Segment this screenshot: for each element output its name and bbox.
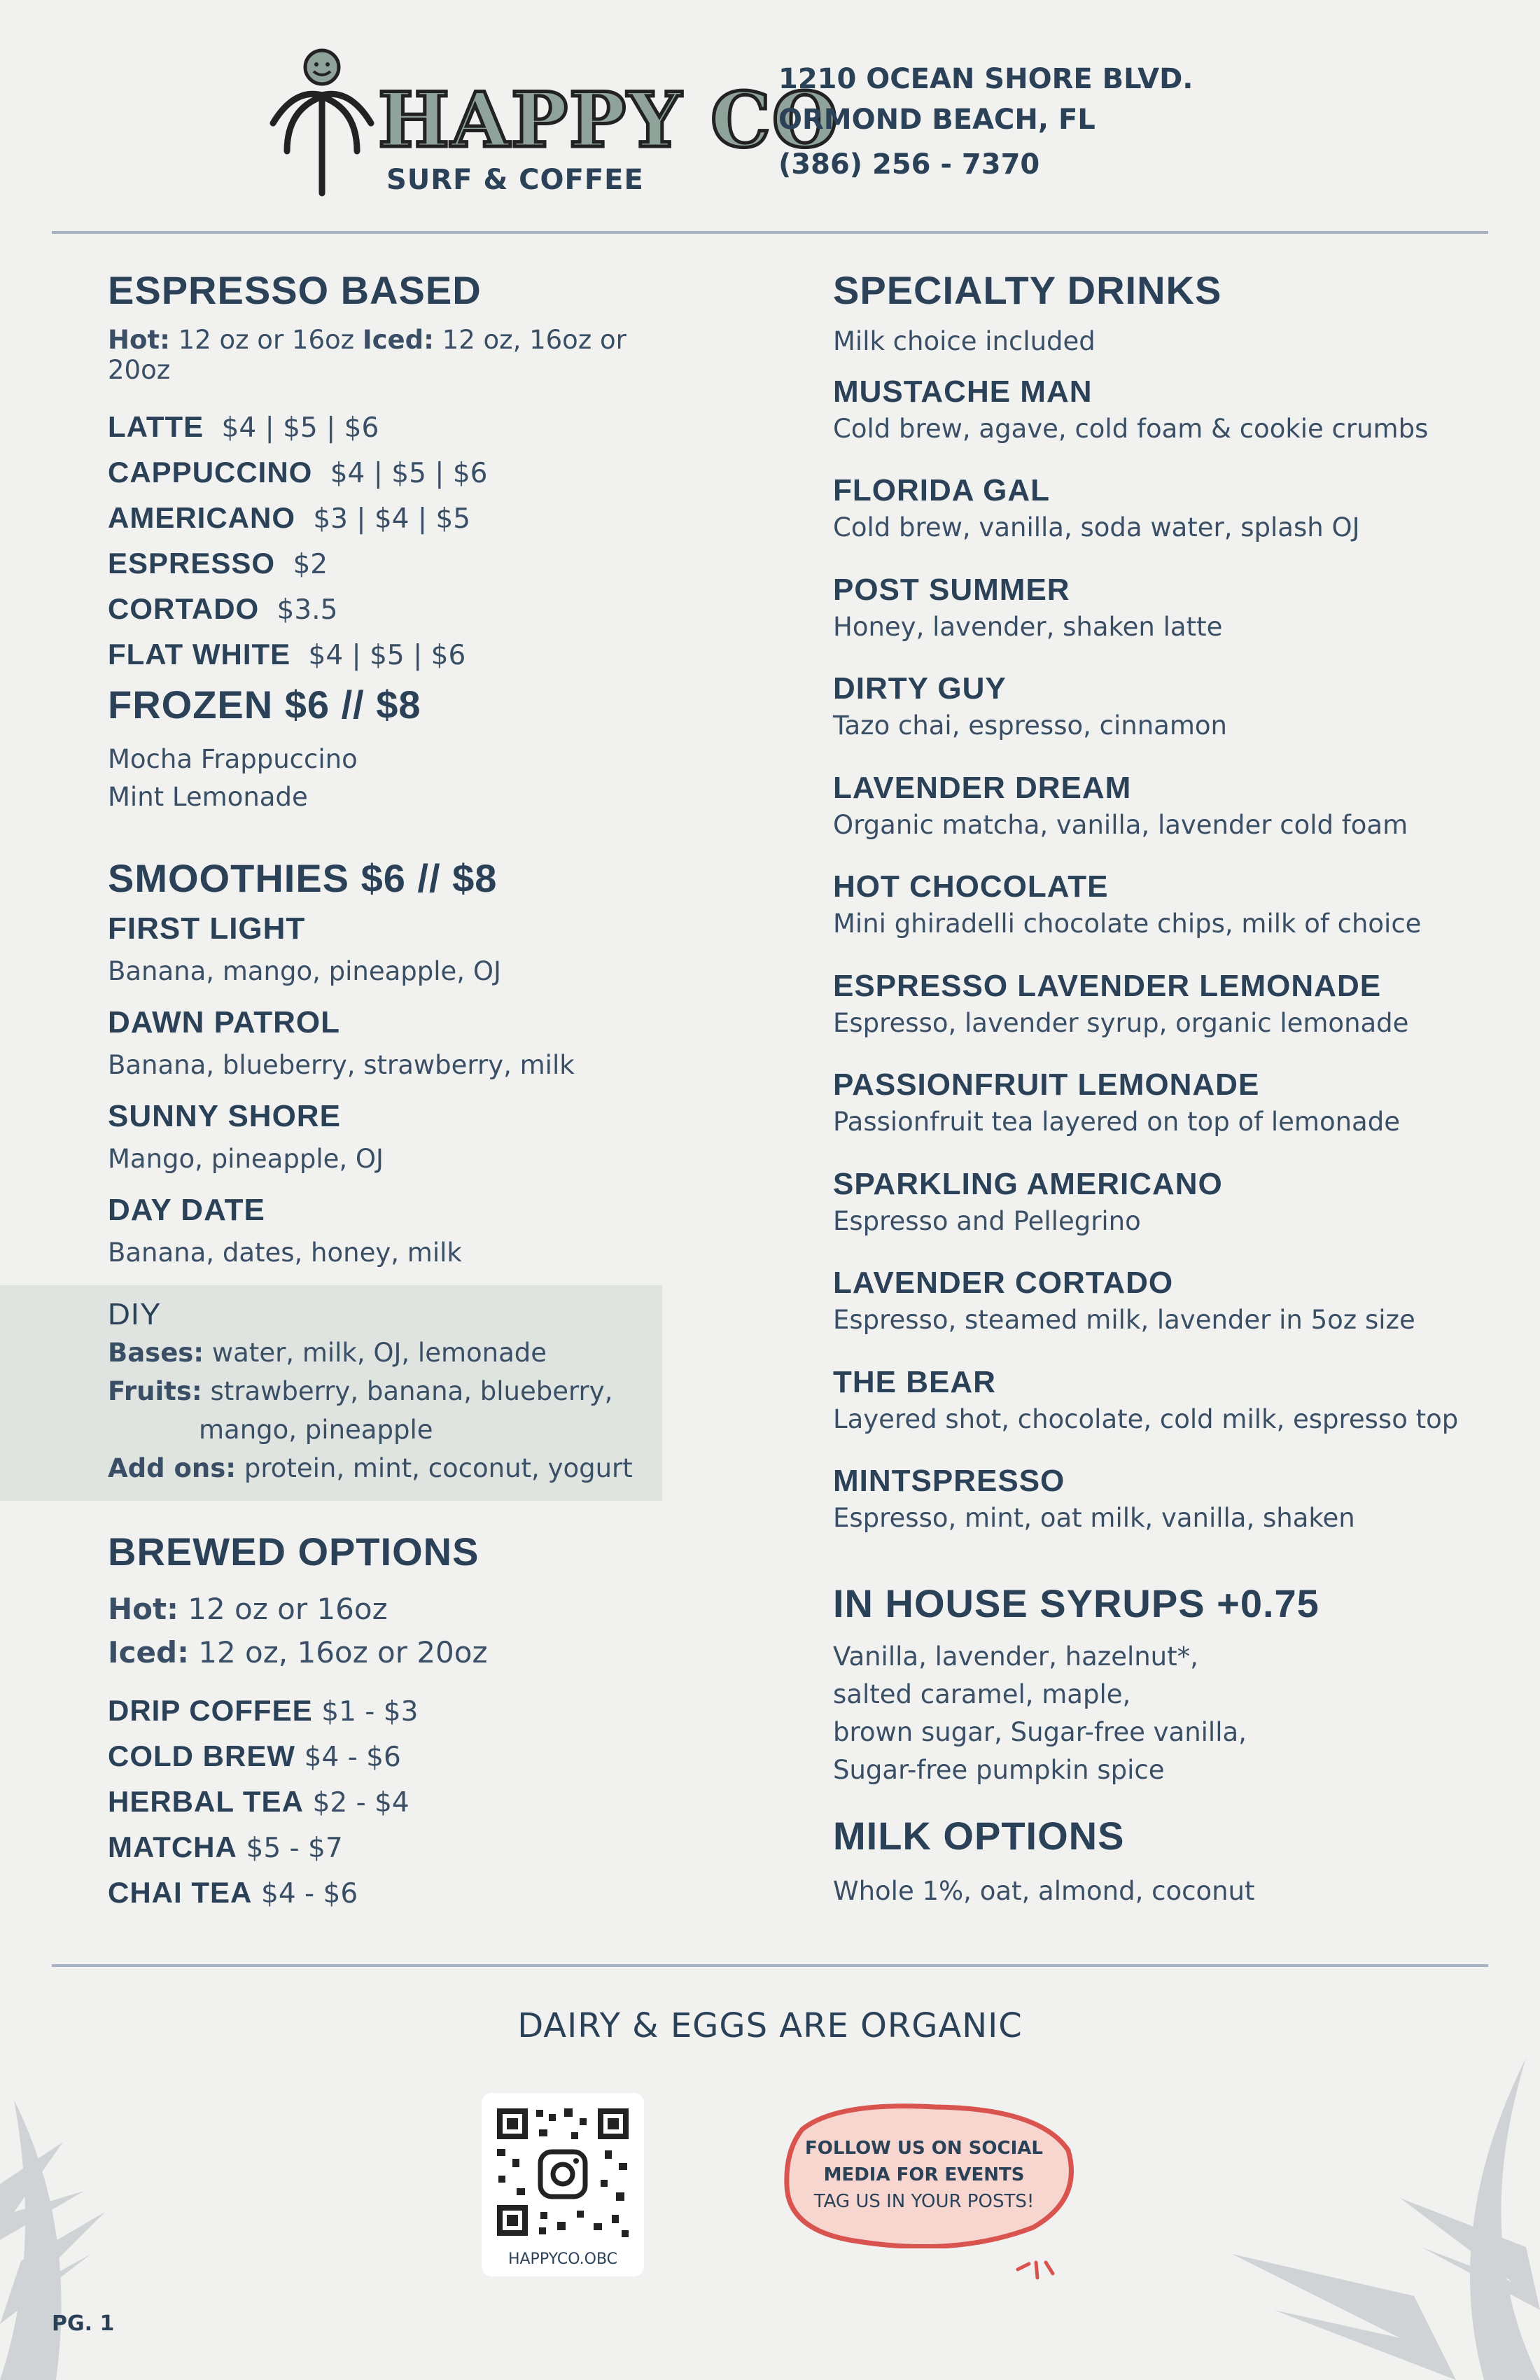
size-lines: Hot: 12 oz or 16oz Iced: 12 oz, 16oz or 20oz <box>108 1591 488 1670</box>
specialty-item: THE BEAR Layered shot, chocolate, cold milk, espresso top <box>833 1364 1459 1434</box>
menu-item: FLAT WHITE $4 | $5 | $6 <box>108 637 466 671</box>
qr-code[interactable] <box>482 2093 644 2276</box>
section-title: IN HOUSE SYRUPS +0.75 <box>833 1581 1320 1625</box>
menu-item: CAPPUCCINO $4 | $5 | $6 <box>108 455 488 489</box>
qr-code-icon <box>482 2093 644 2254</box>
address-block <box>778 59 1193 140</box>
section-title: BREWED OPTIONS <box>108 1530 479 1574</box>
section-title: SMOOTHIES $6 // $8 <box>108 856 498 900</box>
brand-tagline: SURF & COFFEE <box>386 164 644 196</box>
page-number: PG. 1 <box>52 2311 115 2336</box>
phone-number: (386) 256 - 7370 <box>778 148 1040 181</box>
syrup-line: Sugar-free pumpkin spice <box>833 1754 1165 1785</box>
smoothie-item: FIRST LIGHT Banana, mango, pineapple, OJ <box>108 911 501 986</box>
diy-title: DIY <box>108 1297 162 1331</box>
bottom-divider <box>52 1964 1488 1967</box>
bubble-accent-lines-icon <box>1012 2254 1061 2289</box>
specialty-item: LAVENDER CORTADO Espresso, steamed milk, lavender in 5oz size <box>833 1266 1415 1336</box>
milk-options-text: Whole 1%, oat, almond, coconut <box>833 1875 1255 1906</box>
specialty-item: FLORIDA GAL Cold brew, vanilla, soda water, splash OJ <box>833 473 1360 543</box>
specialty-item: PASSIONFRUIT LEMONADE Passionfruit tea layered on top of lemonade <box>833 1068 1400 1138</box>
qr-label: HAPPYCO.OBC <box>507 2250 618 2268</box>
section-title: ESPRESSO BASED <box>108 268 482 312</box>
menu-item: HERBAL TEA $2 - $4 <box>108 1784 410 1819</box>
address-line-1: 1210 OCEAN SHORE BLVD. <box>778 63 1194 95</box>
section-subtitle: Milk choice included <box>833 326 1096 356</box>
diy-item: DIY Bases: water, milk, OJ, lemonade Fruits: strawberry, banana, blueberry, mango, pineapple Add ons: protein, mint, coconut, yogurt <box>108 1295 654 1488</box>
menu-item: ESPRESSO $2 <box>108 546 328 580</box>
brand-logo-text: HAPPY CO <box>378 76 839 164</box>
section-title: FROZEN $6 // $8 <box>108 682 421 727</box>
specialty-section <box>833 269 1505 1563</box>
social-callout-text: FOLLOW US ON SOCIAL MEDIA FOR EVENTS TAG US IN YOUR POSTS! <box>805 2138 1043 2212</box>
specialty-item: ESPRESSO LAVENDER LEMONADE Espresso, lavender syrup, organic lemonade <box>833 968 1409 1038</box>
specialty-item: DIRTY GUY Tazo chai, espresso, cinnamon <box>833 671 1227 741</box>
menu-item: AMERICANO $3 | $4 | $5 <box>108 500 471 535</box>
specialty-item: HOT CHOCOLATE Mini ghiradelli chocolate chips, milk of choice <box>833 869 1422 939</box>
address-line-2: ORMOND BEACH, FL <box>778 104 1096 136</box>
organic-note: DAIRY & EGGS ARE ORGANIC <box>517 2006 1023 2045</box>
menu-item: CORTADO $3.5 <box>108 592 338 626</box>
smoothie-item: DAY DATE Banana, dates, honey, milk <box>108 1192 462 1268</box>
syrup-line: brown sugar, Sugar-free vanilla, <box>833 1716 1247 1747</box>
specialty-item: POST SUMMER Honey, lavender, shaken latte <box>833 572 1223 642</box>
specialty-item: SPARKLING AMERICANO Espresso and Pellegrino <box>833 1166 1223 1236</box>
syrups-section <box>833 1582 1505 1789</box>
specialty-item: MUSTACHE MAN Cold brew, agave, cold foam & cookie crumbs <box>833 374 1429 444</box>
menu-item: LATTE $4 | $5 | $6 <box>108 410 379 444</box>
frozen-item: Mocha Frappuccino <box>108 743 358 774</box>
section-title: MILK OPTIONS <box>833 1814 1125 1858</box>
menu-item: DRIP COFFEE $1 - $3 <box>108 1693 419 1728</box>
smoothie-item: SUNNY SHORE Mango, pineapple, OJ <box>108 1098 384 1174</box>
menu-item: MATCHA $5 - $7 <box>108 1830 343 1864</box>
specialty-item: LAVENDER DREAM Organic matcha, vanilla, lavender cold foam <box>833 770 1408 840</box>
frozen-item: Mint Lemonade <box>108 781 308 812</box>
size-line: Hot: 12 oz or 16oz Iced: 12 oz, 16oz or 20oz <box>108 324 626 385</box>
smoothies-section <box>108 857 668 1287</box>
syrup-line: salted caramel, maple, <box>833 1679 1131 1709</box>
milk-section <box>833 1814 1505 1906</box>
specialty-item: MINTSPRESSO Espresso, mint, oat milk, vanilla, shaken <box>833 1464 1355 1534</box>
menu-item: CHAI TEA $4 - $6 <box>108 1875 358 1910</box>
smoothie-item: DAWN PATROL Banana, blueberry, strawberry, milk <box>108 1004 575 1080</box>
syrup-line: Vanilla, lavender, hazelnut*, <box>833 1641 1198 1672</box>
frozen-section <box>108 683 668 816</box>
menu-item: COLD BREW $4 - $6 <box>108 1739 401 1773</box>
top-divider <box>52 231 1488 234</box>
brewed-section <box>108 1530 668 1916</box>
palm-smiley-logo-icon <box>266 46 385 200</box>
espresso-section <box>108 269 668 678</box>
section-title: SPECIALTY DRINKS <box>833 268 1222 312</box>
